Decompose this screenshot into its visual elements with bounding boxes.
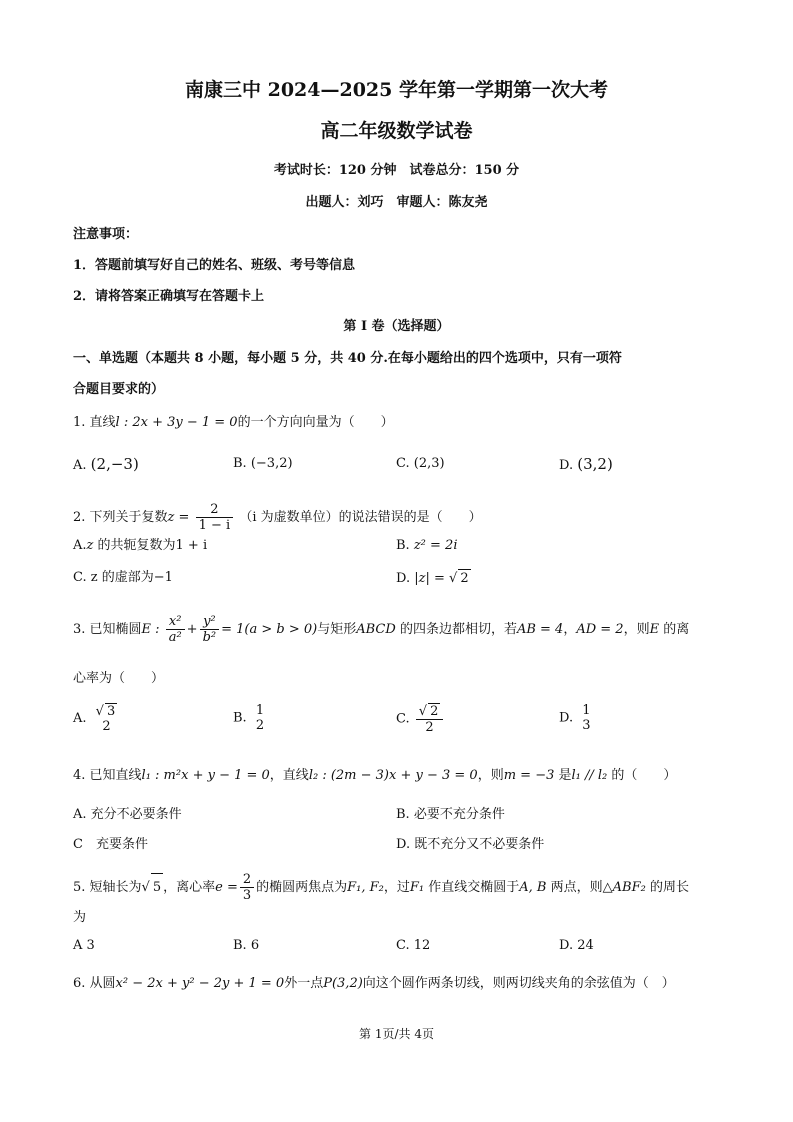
q5-fraction-den: 3	[242, 888, 252, 903]
notice-item-2: 2．请将答案正确填写在答题卡上	[73, 289, 265, 304]
q3-option-d[interactable]	[559, 703, 596, 733]
q3-y-num: y²	[200, 614, 220, 630]
q5-text-1: ，离心率	[163, 880, 216, 895]
q2-option-b[interactable]	[396, 537, 457, 555]
q1-option-a-value: (2,−3)	[90, 455, 139, 473]
q2-z: z	[167, 510, 175, 525]
q2-option-c[interactable]	[73, 569, 173, 587]
q5-fraction-num: 2	[240, 872, 254, 888]
q3-option-c-den: 2	[425, 720, 434, 735]
question-5	[73, 872, 689, 903]
q5-prefix: 5. 短轴长为	[73, 880, 142, 895]
q5-fraction	[240, 872, 254, 903]
section-heading-line1: 一、单选题（本题共 8 小题，每小题 5 分，共 40 分.在每小题给出的四个选项中，只有一项符	[73, 351, 622, 366]
q6-prefix: 6. 从圆	[73, 976, 116, 991]
q1-option-b-value: (−3,2)	[250, 456, 293, 471]
question-2	[73, 502, 482, 533]
exam-subtitle: 高二年级数学试卷	[320, 120, 473, 142]
q1-option-d-label: D.	[559, 458, 574, 473]
q2-equals: =	[178, 510, 190, 525]
q3-y-den: b²	[202, 630, 217, 645]
q5-sqrt-sign: √	[141, 880, 150, 895]
exam-title: 南康三中 2024—2025 学年第一学期第一次大考	[185, 79, 608, 101]
q2-option-a-text: 的共轭复数为	[93, 538, 176, 553]
q3-option-d-label: D.	[559, 710, 574, 726]
q3-option-a-den: 2	[102, 719, 111, 734]
q2-fraction-num: 2	[196, 502, 234, 518]
q1-option-b-label: B.	[233, 456, 247, 471]
q3-y-fraction	[200, 614, 220, 645]
q5-text-4: 作直线交椭圆于	[424, 880, 520, 895]
q3-text-3: ，则	[623, 622, 650, 637]
q4-text-2: ，则	[477, 768, 504, 783]
q2-fraction	[196, 502, 234, 533]
q2-option-b-label: B.	[396, 538, 410, 553]
q3-text-2: 的四条边都相切，若	[395, 622, 517, 637]
q3-option-d-den: 3	[582, 718, 591, 733]
section-heading-line2: 合题目要求的）	[73, 382, 165, 397]
q1-option-d[interactable]	[559, 455, 613, 475]
q2-option-c-text: C. z 的虚部为	[73, 570, 154, 585]
q5-option-c[interactable]: C. 12	[396, 938, 431, 953]
q2-fraction-den: 1 − i	[198, 518, 231, 533]
q3-rect: ABCD	[356, 622, 396, 637]
q2-option-b-value: z² = 2i	[413, 538, 458, 553]
q2-suffix: （i 为虚数单位）的说法错误的是（ ）	[239, 510, 482, 525]
q3-x-fraction	[166, 614, 185, 645]
q2-option-d-label: D.	[396, 571, 411, 586]
q5-option-d[interactable]: D. 24	[559, 938, 594, 953]
q1-option-d-value: (3,2)	[577, 455, 613, 473]
q1-suffix: 的一个方向向量为（ ）	[237, 415, 394, 430]
q4-option-d[interactable]: D. 既不充分又不必要条件	[396, 837, 545, 852]
q3-comma: ，	[563, 622, 577, 637]
q1-option-c[interactable]	[396, 455, 445, 473]
q5-line2: 为	[73, 910, 87, 925]
q3-option-b-den: 2	[255, 718, 265, 733]
q2-option-d[interactable]	[396, 569, 471, 588]
exam-authors: 出题人：刘巧 审题人：陈友尧	[305, 195, 488, 210]
q4-condition: m = −3	[503, 768, 555, 783]
q6-text-1: 外一点	[284, 976, 324, 991]
q5-f1: F₁	[409, 880, 425, 895]
q2-option-d-value: |z| =	[414, 571, 450, 586]
q6-point: P(3,2)	[323, 976, 363, 991]
q5-option-b[interactable]: B. 6	[233, 938, 260, 953]
q5-text-3: ，过	[383, 880, 410, 895]
q5-triangle: △ABF₂	[602, 880, 646, 895]
q3-option-a-num: √ 3	[95, 704, 116, 719]
q1-prefix: 1. 直线	[73, 415, 116, 430]
q3-option-d-num: 1	[582, 703, 591, 718]
q3-option-b-num: 1	[255, 703, 265, 718]
q3-e: E	[649, 622, 660, 637]
q3-suffix: 的离	[659, 622, 690, 637]
q3-option-a-radicand: 3	[106, 704, 116, 719]
q3-option-a-label: A.	[73, 711, 87, 726]
q3-ab: AB = 4	[516, 622, 564, 637]
q5-e-eq: e =	[215, 880, 238, 895]
q1-option-a[interactable]	[73, 455, 139, 475]
q1-equation: l : 2x + 3y − 1 = 0	[115, 415, 238, 430]
q3-x-num: x²	[166, 614, 185, 630]
q4-option-b[interactable]: B. 必要不充分条件	[396, 807, 505, 822]
q1-option-a-label: A.	[73, 458, 87, 473]
question-6	[73, 975, 675, 993]
question-1	[73, 414, 394, 432]
q5-text-2: 的椭圆两焦点为	[256, 880, 348, 895]
part-title: 第 I 卷（选择题）	[343, 319, 450, 334]
q3-eq-lead: E :	[141, 622, 160, 637]
q3-option-c-label: C.	[396, 711, 410, 727]
question-3	[73, 613, 689, 647]
q4-suffix: 的（ ）	[607, 768, 677, 783]
q3-option-b-fraction	[253, 703, 267, 733]
q3-eq-tail: = 1(a > b > 0)	[221, 622, 318, 637]
q2-sqrt-sign: √	[449, 571, 458, 586]
q5-suffix: 的周长	[645, 880, 689, 895]
q2-prefix: 2. 下列关于复数	[73, 510, 168, 525]
q5-ab: A, B	[519, 880, 547, 895]
q3-prefix: 3. 已知椭圆	[73, 622, 142, 637]
q3-option-a-fraction	[93, 703, 121, 734]
notice-item-1: 1．答题前填写好自己的姓名、班级、考号等信息	[73, 258, 356, 273]
q3-ad: AD = 2	[576, 622, 624, 637]
q4-text-1: ，直线	[269, 768, 309, 783]
q5-foci: F₁, F₂	[347, 880, 384, 895]
q2-option-a[interactable]	[73, 537, 207, 555]
q3-option-c-radicand: 2	[430, 704, 439, 719]
q6-suffix: 向这个圆作两条切线，则两切线夹角的余弦值为（ ）	[362, 976, 675, 991]
q4-option-c[interactable]: C 充要条件	[73, 837, 148, 852]
q4-parallel: l₁ // l₂	[571, 768, 608, 783]
q3-option-c-fraction	[416, 703, 444, 735]
q3-option-a[interactable]	[73, 703, 122, 734]
notice-heading: 注意事项：	[73, 227, 139, 242]
q1-option-c-value: (2,3)	[413, 456, 445, 471]
q3-plus: +	[186, 622, 198, 637]
q3-option-b[interactable]	[233, 703, 269, 733]
q2-option-d-radicand: 2	[460, 571, 469, 586]
q3-option-c-num: √ 2	[416, 703, 444, 720]
q3-text-1: 与矩形	[317, 622, 357, 637]
q3-option-b-label: B.	[233, 710, 247, 726]
q4-option-a[interactable]: A. 充分不必要条件	[73, 807, 182, 822]
q3-option-d-fraction	[579, 703, 593, 733]
q2-option-a-label: A.	[73, 538, 87, 553]
q2-option-a-value: 1 + i	[175, 538, 208, 553]
q4-line1-eq: l₁ : m²x + y − 1 = 0	[141, 768, 270, 783]
page-footer: 第 1页/共 4页	[359, 1027, 434, 1041]
q6-circle-eq: x² − 2x + y² − 2y + 1 = 0	[115, 976, 285, 991]
q2-option-a-z: z	[86, 538, 94, 553]
q3-option-c[interactable]	[396, 703, 445, 735]
q5-text-5: 两点，则	[546, 880, 603, 895]
q1-option-b[interactable]	[233, 455, 293, 473]
q3-line2: 心率为（ ）	[73, 671, 165, 686]
q5-option-a[interactable]: A 3	[73, 938, 95, 953]
q4-text-3: 是	[554, 768, 572, 783]
question-4	[73, 767, 676, 785]
q4-prefix: 4. 已知直线	[73, 768, 142, 783]
q2-option-c-value: −1	[153, 570, 173, 585]
q3-x-den: a²	[168, 630, 182, 645]
exam-info: 考试时长：120 分钟 试卷总分：150 分	[273, 163, 520, 178]
q4-line2-eq: l₂ : (2m − 3)x + y − 3 = 0	[308, 768, 478, 783]
q1-option-c-label: C.	[396, 456, 410, 471]
q5-radicand: 5	[151, 873, 163, 902]
